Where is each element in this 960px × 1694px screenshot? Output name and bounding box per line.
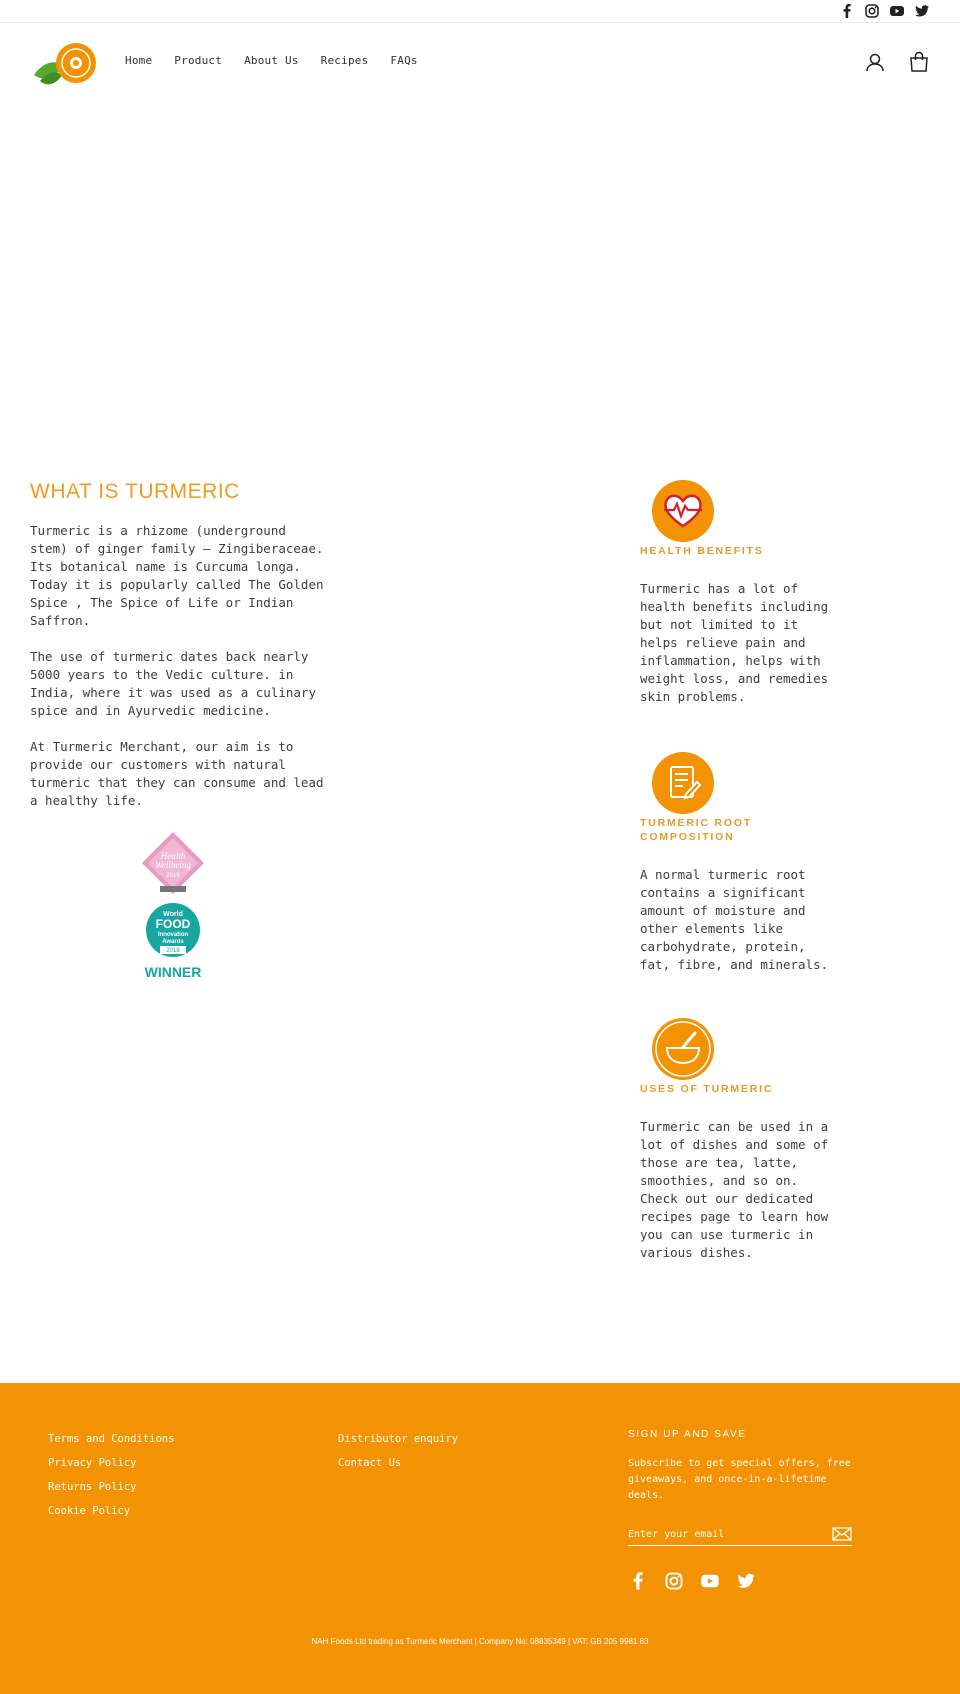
nav-home[interactable]: Home [125,54,153,67]
section-title: WHAT IS TURMERIC [30,480,240,503]
nav-product[interactable]: Product [174,54,223,67]
signup-text: Subscribe to get special offers, free giveaways, and once-in-a-lifetime deals. [628,1458,851,1501]
signup-title: SIGN UP AND SAVE [628,1429,747,1440]
nav-about-us[interactable]: About Us [244,54,299,67]
footer-link-cookie[interactable]: Cookie Policy [48,1505,131,1517]
feature-uses [640,1018,840,1262]
about-paragraph-1: Turmeric is a rhizome (underground stem) of ginger family – Zingiberaceae. Its botanical name is Curcuma longa. Today it is popularly called The Golden Spice , The Spice of Life or Indian Saffron. [30,523,324,628]
awards [140,830,210,982]
about-paragraph-3: At Turmeric Merchant, our aim is to provide our customers with natural turmeric that they can consume and lead a healthy life. [30,739,324,808]
main-nav [125,54,440,67]
instagram-icon[interactable] [664,1571,684,1591]
feature-title: HEALTH BENEFITS [640,545,764,557]
award1-year: 2019 [166,873,180,879]
nav-recipes[interactable]: Recipes [320,54,369,67]
award2-winner-label: WINNER [144,964,202,980]
award2-line2: FOOD [155,917,191,931]
envelope-icon[interactable] [832,1526,852,1542]
what-is-turmeric-section [30,480,330,828]
logo[interactable] [32,41,102,91]
twitter-icon[interactable] [736,1571,756,1591]
footer-links-contact [338,1433,458,1481]
cart-icon[interactable] [908,51,930,73]
top-social-links [839,3,930,19]
youtube-icon[interactable] [700,1571,720,1591]
copyright-text: NAH Foods Ltd trading as Turmeric Merchant | Company No: 08835349 | VAT: GB 205 9981 83 [311,1637,649,1646]
footer-link-terms[interactable]: Terms and Conditions [48,1433,175,1445]
account-icon[interactable] [864,51,886,73]
award2-line3: Innovation [157,932,189,938]
mortar-pestle-icon [652,1018,714,1080]
health-wellbeing-award-badge [140,830,206,900]
award2-line4: Awards [162,939,184,945]
footer-link-contact[interactable]: Contact Us [338,1457,402,1469]
newsletter-signup [628,1429,852,1546]
feature-text: Turmeric can be used in a lot of dishes and some of those are tea, latte, smoothies, and so on. Check out our dedicated recipes page to learn how you can use turmeric in various dishes. [640,1119,829,1260]
twitter-icon[interactable] [914,3,930,19]
document-edit-icon [652,752,714,814]
feature-text: A normal turmeric root contains a significant amount of moisture and other elements like carbohydrate, protein, fat, fibre, and minerals. [640,867,829,972]
about-paragraph-2: The use of turmeric dates back nearly 5000 years to the Vedic culture. in India, where it was used as a culinary spice and in Ayurvedic medicine. [30,649,316,718]
feature-root-composition [640,752,840,974]
site-header [0,23,960,103]
feature-title: TURMERIC ROOT COMPOSITION [640,817,753,843]
footer-link-returns[interactable]: Returns Policy [48,1481,137,1493]
footer-social-links [628,1571,756,1591]
footer-links-policies [48,1433,174,1529]
award1-line1: Health [160,851,186,861]
feature-title: USES OF TURMERIC [640,1083,774,1095]
youtube-icon[interactable] [889,3,905,19]
footer-link-distributor[interactable]: Distributor enquiry [338,1433,459,1445]
top-bar [0,0,960,23]
world-food-innovation-award-badge [140,902,206,982]
facebook-icon[interactable] [628,1571,648,1591]
site-footer [0,1383,960,1694]
header-icons [864,51,930,73]
email-row [628,1522,852,1546]
feature-health-benefits [640,480,840,706]
feature-text: Turmeric has a lot of health benefits including but not limited to it helps relieve pain and inflammation, helps with weight loss, and remedies skin problems. [640,581,829,704]
footer-link-privacy[interactable]: Privacy Policy [48,1457,137,1469]
award2-year: 2018 [166,948,180,954]
instagram-icon[interactable] [864,3,880,19]
award2-line1: World [163,911,183,918]
award1-line2: Wellbeing [155,860,191,870]
nav-faqs[interactable]: FAQs [390,54,418,67]
email-input[interactable] [628,1524,818,1546]
heart-pulse-icon [652,480,714,542]
facebook-icon[interactable] [839,3,855,19]
